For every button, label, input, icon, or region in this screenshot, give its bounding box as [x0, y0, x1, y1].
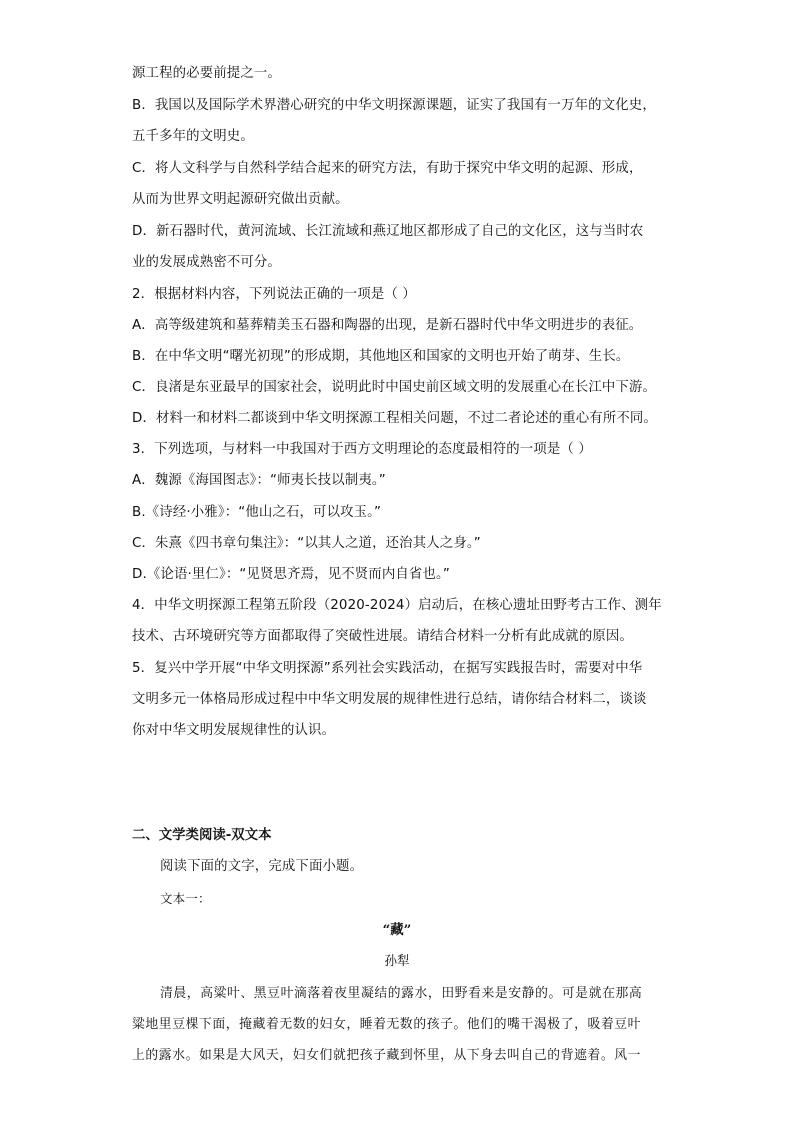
section-heading: 二、文学类阅读-双文本: [132, 828, 272, 843]
question-4: 4．中华文明探源工程第五阶段（2020-2024）启动后，在核心遗址田野考古工作、测年: [132, 598, 662, 613]
text-line: 技术、古环境研究等方面都取得了突破性进展。请结合材料一分析有此成就的原因。: [132, 629, 634, 644]
text-line: 业的发展成熟密不可分。: [132, 255, 281, 270]
option-d-line: D.《论语·里仁》：“见贤思齐焉，见不贤而内自省也。”: [132, 567, 450, 582]
story-paragraph-line: 上的露水。如果是大风天，妇女们就把孩子藏到怀里，从下身去叫自己的背遮着。风一: [132, 1048, 642, 1063]
question-2: 2．根据材料内容，下列说法正确的一项是（ ）: [132, 287, 416, 302]
story-title: “藏”: [382, 922, 412, 938]
story-paragraph-line: 粱地里豆棵下面，掩藏着无数的妇女，睡着无数的孩子。他们的嘴干渴极了，吸着豆叶: [132, 1017, 642, 1032]
story-paragraph-line: 清晨，高粱叶、黑豆叶滴落着夜里凝结的露水，田野看来是安静的。可是就在那高: [160, 986, 643, 1001]
text-line: 你对中华文明发展规律性的认识。: [132, 723, 336, 738]
option-a-line: A．高等级建筑和墓葬精美玉石器和陶器的出现，是新石器时代中华文明进步的表征。: [132, 318, 643, 333]
option-c-line: C．朱熹《四书章句集注》：“以其人之道，还治其人之身。”: [132, 536, 481, 551]
text-line: 文明多元一体格局形成过程中中华文明发展的规律性进行总结，请你结合材料二，谈谈: [132, 692, 647, 707]
option-c-line: C．良渚是东亚最早的国家社会，说明此时中国史前区域文明的发展重心在长江中下游。: [132, 380, 657, 395]
option-d-line: D．材料一和材料二都谈到中华文明探源工程相关问题，不过二者论述的重心有所不同。: [132, 411, 658, 426]
option-b-line: B．我国以及国际学术界潜心研究的中华文明探源课题，证实了我国有一万年的文化史，: [132, 98, 656, 113]
option-d-line: D．新石器时代，黄河流域、长江流域和燕辽地区都形成了自己的文化区，这与当时农: [132, 224, 644, 239]
reading-instruction: 阅读下面的文字，完成下面小题。: [160, 859, 364, 874]
option-c-line: C．将人文科学与自然科学结合起来的研究方法，有助于探究中华文明的起源、形成，: [132, 161, 643, 176]
text-line: 从而为世界文明起源研究做出贡献。: [132, 192, 349, 207]
option-b-line: B.《诗经·小雅》：“他山之石，可以攻玉。”: [132, 505, 382, 520]
text-label: 文本一：: [160, 891, 211, 906]
text-line: 源工程的必要前提之一。: [132, 66, 281, 81]
option-a-line: A．魏源《海国图志》：“师夷长技以制夷。”: [132, 473, 386, 488]
option-b-line: B．在中华文明“曙光初现”的形成期，其他地区和国家的文明也开始了萌芽、生长。: [132, 349, 630, 364]
question-5: 5．复兴中学开展“中华文明探源”系列社会实践活动，在据写实践报告时，需要对中华: [132, 661, 643, 676]
question-3: 3．下列选项，与材料一中我国对于西方文明理论的态度最相符的一项是（ ）: [132, 442, 592, 457]
text-line: 五千多年的文明史。: [132, 129, 254, 144]
story-author: 孙犁: [384, 953, 410, 968]
